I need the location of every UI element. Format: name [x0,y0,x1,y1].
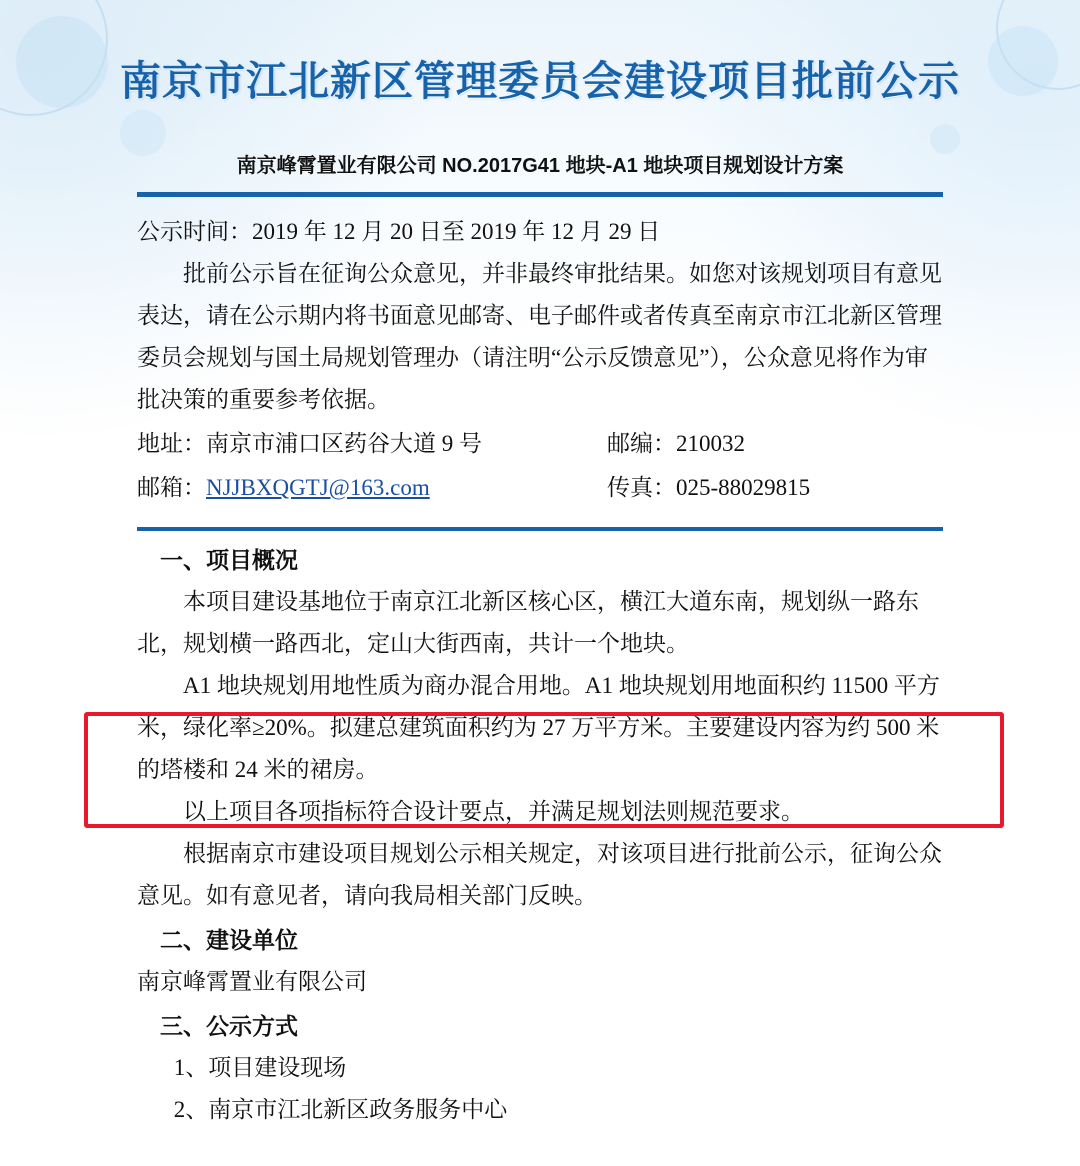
address-label: 地址： [137,431,206,456]
page-bottom-fade [0,1152,1080,1166]
section-heading-overview: 一、项目概况 [160,547,298,573]
section-divider [137,527,943,531]
notice-body: 批前公示旨在征询公众意见，并非最终审批结果。如您对该规划项目有意见表达，请在公示期内将书面意见邮寄、电子邮件或者传真至南京市江北新区管理委员会规划与国土局规划管理办（请注明“公示反馈意见”），公众意见将作为审批决策的重要参考依据。 [137,261,942,412]
address-field [137,423,607,465]
list-item: 2、南京市江北新区政务服务中心 [173,1097,508,1122]
section-paragraph: 南京峰霄置业有限公司 [137,969,367,994]
section-heading-disclosure: 三、公示方式 [160,1013,298,1039]
section-paragraph: 以上项目各项指标符合设计要点，并满足规划法则规范要求。 [183,799,804,824]
page-title: 南京市江北新区管理委员会建设项目批前公示 [120,58,960,104]
postcode-label: 邮编： [607,431,676,456]
fax-field [607,467,943,509]
email-link[interactable]: NJJBXQGTJ@163.com [206,475,430,500]
document-sections [137,539,943,1131]
document-subtitle: 南京峰霄置业有限公司 NO.2017G41 地块-A1 地块项目规划设计方案 [236,155,844,177]
section-paragraph-highlighted: A1 地块规划用地性质为商办混合用地。A1 地块规划用地面积约 11500 平方米，绿化率≥20%。拟建总建筑面积约为 27 万平方米。主要建设内容为约 500 米的塔楼和 24 米的裙房。 [137,673,940,782]
postcode-value: 210032 [676,431,745,456]
contact-row-address [137,423,943,465]
fax-value: 025-88029815 [676,475,811,500]
header-divider [137,192,943,197]
address-value: 南京市浦口区药谷大道 9 号 [206,431,482,456]
document-body [137,211,943,509]
notice-period: 公示时间：2019 年 12 月 20 日至 2019 年 12 月 29 日 [137,219,661,244]
section-paragraph: 本项目建设基地位于南京江北新区核心区，横江大道东南，规划纵一路东北，规划横一路西北，定山大街西南，共计一个地块。 [137,589,919,656]
list-item: 1、项目建设现场 [173,1055,347,1080]
section-paragraph: 根据南京市建设项目规划公示相关规定，对该项目进行批前公示，征询公众意见。如有意见者，请向我局相关部门反映。 [137,841,942,908]
contact-row-email [137,467,943,509]
section-heading-developer: 二、建设单位 [160,927,298,953]
email-field [137,467,607,509]
email-label: 邮箱： [137,475,206,500]
fax-label: 传真： [607,475,676,500]
postcode-field [607,423,943,465]
